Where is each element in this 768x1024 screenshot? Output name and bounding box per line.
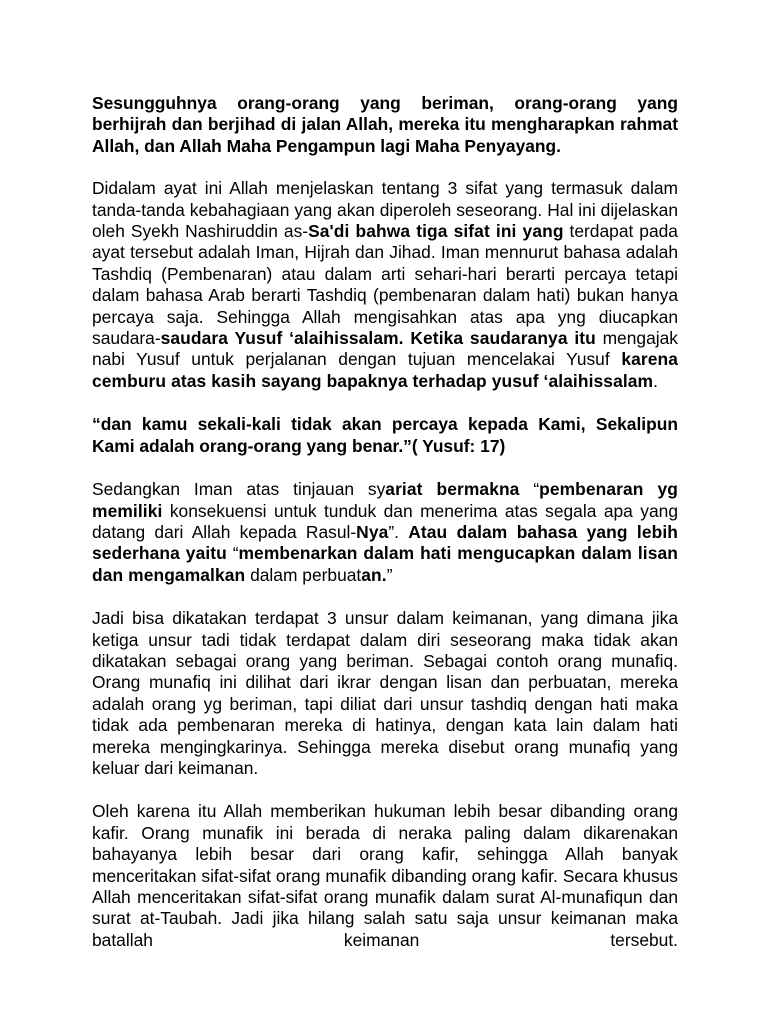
- text-run-bold: karena cemburu atas kasih sayang bapaknya terhadap yusuf ‘alaihissalam: [92, 349, 678, 391]
- paragraph-explanation: [92, 178, 678, 392]
- text-run: “: [519, 479, 540, 500]
- text-run: dalam perbuat: [245, 564, 362, 585]
- text-run: konsekuensi untuk tunduk dan menerima atas segala apa yang datang dari Allah kepada Rasul-: [92, 500, 678, 542]
- text-run: Sedangkan Iman atas tinjauan sy: [92, 479, 386, 500]
- text-run-bold: Sa'di bahwa tiga sifat ini yang: [308, 221, 564, 242]
- text-run: terdapat pada ayat tersebut adalah Iman, Hijrah dan Jihad. Iman mennurut bahasa adalah Tashdiq (Pembenaran) atau dalam arti sehari-hari berarti percaya tetapi dalam bahasa Arab berarti Tashdiq (pembenaran dalam hati) bukan hanya percaya saja. Sehingga Allah mengisahkan atas apa yng diucapkan saudara-: [92, 221, 678, 349]
- text-run: “: [226, 543, 239, 564]
- text-run: Didalam ayat ini Allah menjelaskan tentang 3 sifat yang termasuk dalam tanda-tanda kebahagiaan yang akan diperoleh seseorang. Hal ini dijelaskan oleh Syekh Nashiruddin as-: [92, 178, 678, 242]
- text-run-bold: saudara Yusuf ‘alaihissalam. Ketika saudaranya itu: [160, 328, 596, 349]
- text-run-bold: Atau dalam bahasa yang lebih sederhana yaitu: [92, 521, 678, 564]
- text-run: ”: [386, 564, 393, 585]
- text-run: ”.: [388, 521, 409, 542]
- quoted-verse-yusuf-17: “dan kamu sekali-kali tidak akan percaya kepada Kami, Sekalipun Kami adalah orang-orang yang benar.”( Yusuf: 17): [92, 414, 678, 456]
- document-page: [92, 93, 678, 951]
- text-run-bold: an.: [361, 564, 387, 585]
- paragraph-three-elements: Jadi bisa dikatakan terdapat 3 unsur dalam keimanan, yang dimana jika ketiga unsur tadi tidak terdapat dalam diri seseorang maka tidak akan dikatakan sebagai orang yang beriman. Sebagai contoh orang munafiq. Orang munafiq ini dilihat dari ikrar dengan lisan dan perbuatan, mereka adalah orang yg beriman, tapi diliat dari unsur tashdiq dengan hati maka tidak ada pembenaran mereka di hatinya, dengan kata lain dalam hati mereka mengingkarinya. Sehingga mereka disebut orang munafiq yang keluar dari keimanan.: [92, 608, 678, 778]
- text-run: mengajak nabi Yusuf untuk perjalanan dengan tujuan mencelakai Yusuf: [92, 328, 678, 370]
- paragraph-munafik-punishment: Oleh karena itu Allah memberikan hukuman lebih besar dibanding orang kafir. Orang munafik ini berada di neraka paling dalam dikarenakan bahayanya lebih besar dari orang kafir, sehingga Allah banyak menceritakan sifat-sifat orang munafik dibanding orang kafir. Secara khusus Allah menceritakan sifat-sifat orang munafik dalam surat Al-munafiqun dan surat at-Taubah. Jadi jika hilang salah satu saja unsur keimanan maka batallah keimanan tersebut.: [92, 801, 678, 950]
- text-run-bold: Nya: [356, 521, 389, 542]
- text-run-bold: membenarkan dalam hati mengucapkan dalam lisan dan mengamalkan: [92, 543, 679, 585]
- text-run-bold: pembenaran yg memiliki: [92, 479, 678, 521]
- opening-verse-translation: Sesungguhnya orang-orang yang beriman, orang-orang yang berhijrah dan berjihad di jalan Allah, mereka itu mengharapkan rahmat Allah, dan Allah Maha Pengampun lagi Maha Penyayang.: [92, 93, 678, 156]
- text-run-bold: ariat bermakna: [385, 479, 520, 500]
- text-run: .: [653, 370, 658, 391]
- paragraph-iman-definition: [92, 479, 678, 586]
